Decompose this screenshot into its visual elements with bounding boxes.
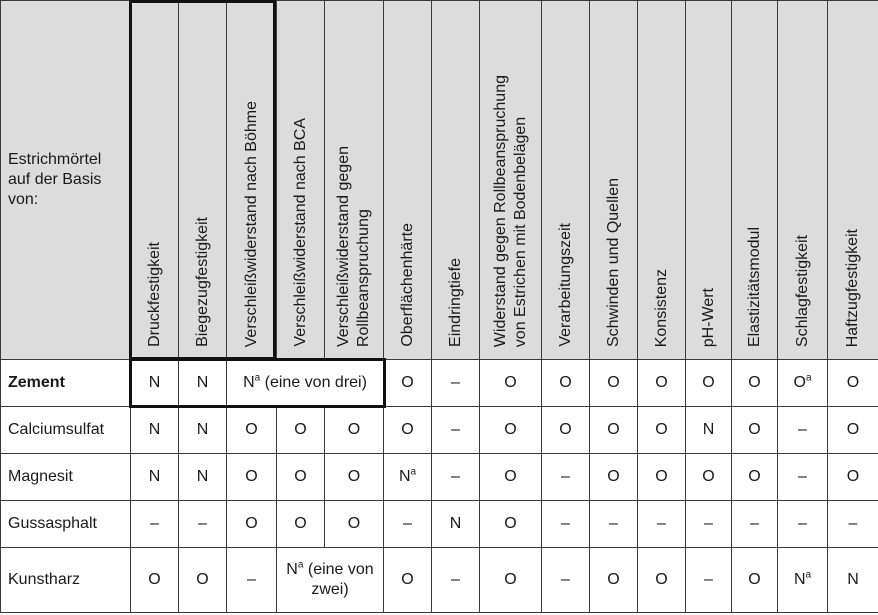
column-header-label: Oberflächenhärte xyxy=(398,223,416,347)
cell-value xyxy=(607,420,619,440)
cell-value xyxy=(243,373,367,393)
cell-text: N xyxy=(196,374,209,391)
table-cell xyxy=(686,407,732,454)
cell-text: O xyxy=(245,421,258,438)
cell-note: (eine von drei) xyxy=(260,374,367,391)
table-cell xyxy=(480,548,542,613)
table-cell xyxy=(384,407,432,454)
table-cell xyxy=(227,548,277,613)
table-cell xyxy=(131,501,179,548)
table-cell xyxy=(277,548,384,613)
cell-value xyxy=(401,570,413,590)
cell-text: – xyxy=(848,515,858,532)
table-cell xyxy=(590,454,638,501)
table-cell xyxy=(686,501,732,548)
cell-value xyxy=(245,420,257,440)
cell-value xyxy=(504,570,516,590)
cell-note: (eine von zwei) xyxy=(307,561,374,598)
table-cell xyxy=(277,501,325,548)
table-cell xyxy=(432,360,480,407)
table-row xyxy=(1,501,878,548)
cell-value xyxy=(655,570,667,590)
column-header xyxy=(277,1,325,360)
footnote-marker: a xyxy=(805,569,812,581)
table-cell xyxy=(732,360,778,407)
cell-text: O xyxy=(294,515,307,532)
table-cell xyxy=(179,407,227,454)
column-header xyxy=(732,1,778,360)
column-header xyxy=(828,1,878,360)
cell-text: – xyxy=(451,468,460,485)
cell-value xyxy=(798,514,807,534)
cell-text: O xyxy=(504,421,517,438)
header-row xyxy=(1,1,878,360)
table-row xyxy=(1,548,878,613)
row-label: Kunstharz xyxy=(1,548,131,613)
cell-text: N xyxy=(148,374,161,391)
table-cell xyxy=(778,407,828,454)
cell-value xyxy=(849,514,858,534)
cell-text: – xyxy=(451,571,460,588)
cell-text: O xyxy=(148,571,161,588)
table-cell xyxy=(828,501,878,548)
table-cell xyxy=(590,407,638,454)
table-cell xyxy=(227,360,384,407)
table-cell xyxy=(828,407,878,454)
cell-value xyxy=(702,373,714,393)
cell-text: O xyxy=(347,421,361,438)
cell-text: O xyxy=(401,421,414,438)
cell-value xyxy=(504,514,516,534)
cell-text: N xyxy=(148,421,161,438)
cell-value xyxy=(401,373,413,393)
column-header xyxy=(686,1,732,360)
column-header-label: Haftzugfestigkeit xyxy=(844,228,861,347)
cell-text: N xyxy=(702,421,715,438)
table-cell xyxy=(277,454,325,501)
cell-value xyxy=(794,570,811,590)
table-cell xyxy=(131,360,179,407)
cell-text: – xyxy=(561,515,570,532)
column-header xyxy=(131,1,179,360)
cell-text: O xyxy=(245,515,258,532)
cell-value xyxy=(504,467,516,487)
cell-text: – xyxy=(704,571,713,588)
row-label: Magnesit xyxy=(1,454,131,501)
cell-value xyxy=(294,514,306,534)
footnote-marker: a xyxy=(254,372,261,384)
cell-text: – xyxy=(451,374,460,391)
cell-value xyxy=(403,514,412,534)
cell-value xyxy=(451,420,460,440)
cell-text: O xyxy=(401,571,414,588)
table-cell xyxy=(732,407,778,454)
cell-text: O xyxy=(294,421,307,438)
cell-text: N xyxy=(398,468,411,485)
cell-text: – xyxy=(704,515,713,532)
cell-value xyxy=(607,373,619,393)
table-cell xyxy=(227,407,277,454)
cell-value xyxy=(247,570,256,590)
table-cell xyxy=(432,407,480,454)
row-label: Calciumsulfat xyxy=(1,407,131,454)
cell-text: O xyxy=(607,571,620,588)
table-cell xyxy=(179,360,227,407)
column-header xyxy=(384,1,432,360)
cell-text: – xyxy=(798,515,807,532)
cell-value xyxy=(149,373,161,393)
cell-value xyxy=(451,570,460,590)
cell-text: O xyxy=(504,468,517,485)
cell-text: O xyxy=(559,421,572,438)
row-label: Gussasphalt xyxy=(1,501,131,548)
cell-value xyxy=(451,467,460,487)
cell-text: – xyxy=(750,515,759,532)
column-header-label: pH-Wert xyxy=(699,287,717,347)
table-cell xyxy=(686,454,732,501)
cell-text: – xyxy=(198,515,207,532)
cell-text: O xyxy=(655,374,668,391)
table-cell xyxy=(542,454,590,501)
cell-value xyxy=(798,420,807,440)
cell-value xyxy=(150,514,159,534)
column-header-label: Verschleißwiderstand gegen Rollbeanspruchung xyxy=(335,145,372,347)
table-cell xyxy=(480,360,542,407)
cell-text: N xyxy=(196,468,209,485)
table-cell xyxy=(638,454,686,501)
cell-value xyxy=(286,560,373,600)
table-cell xyxy=(432,454,480,501)
column-header xyxy=(778,1,828,360)
cell-text: O xyxy=(748,421,761,438)
cell-text: O xyxy=(655,571,668,588)
cell-value xyxy=(657,514,666,534)
cell-value xyxy=(748,467,760,487)
cell-text: N xyxy=(243,374,255,391)
cell-text: O xyxy=(846,374,860,391)
cell-value xyxy=(607,467,619,487)
footnote-marker: a xyxy=(410,466,417,478)
cell-value xyxy=(348,467,360,487)
cell-text: O xyxy=(504,374,517,391)
table-cell xyxy=(325,454,384,501)
cell-value xyxy=(294,467,306,487)
table-cell xyxy=(638,360,686,407)
footnote-marker: a xyxy=(805,372,812,384)
table-cell xyxy=(384,360,432,407)
table-cell xyxy=(325,407,384,454)
column-header xyxy=(638,1,686,360)
table-cell xyxy=(732,548,778,613)
cell-text: – xyxy=(609,515,618,532)
cell-text: O xyxy=(846,468,860,485)
cell-value xyxy=(798,467,807,487)
cell-text: N xyxy=(148,468,161,485)
cell-value xyxy=(399,467,416,487)
cell-value xyxy=(847,467,859,487)
cell-value xyxy=(702,467,714,487)
cell-value xyxy=(750,514,759,534)
cell-value xyxy=(559,373,571,393)
table-cell xyxy=(480,407,542,454)
table-cell xyxy=(542,360,590,407)
column-header-label: Biegezugfestigkeit xyxy=(193,217,211,347)
cell-text: O xyxy=(748,571,761,588)
column-header-label: Schwinden und Quellen xyxy=(604,177,622,347)
cell-value xyxy=(197,467,209,487)
cell-value xyxy=(245,514,257,534)
cell-text: O xyxy=(846,421,860,438)
cell-text: O xyxy=(793,374,806,391)
table-cell xyxy=(179,501,227,548)
table-cell xyxy=(179,454,227,501)
cell-value xyxy=(561,467,570,487)
cell-value xyxy=(655,467,667,487)
cell-value xyxy=(561,570,570,590)
cell-value xyxy=(607,570,619,590)
table-cell xyxy=(778,548,828,613)
table-cell xyxy=(432,548,480,613)
cell-text: O xyxy=(559,374,572,391)
table-cell xyxy=(732,501,778,548)
cell-text: O xyxy=(196,571,209,588)
cell-text: O xyxy=(401,374,414,391)
cell-text: – xyxy=(798,421,807,438)
cell-text: – xyxy=(561,468,570,485)
column-header-label: Konsistenz xyxy=(652,268,670,347)
cell-value xyxy=(748,420,760,440)
table-cell xyxy=(542,548,590,613)
cell-value xyxy=(655,420,667,440)
cell-value xyxy=(294,420,306,440)
cell-text: – xyxy=(403,515,412,532)
cell-text: O xyxy=(607,374,620,391)
table-row xyxy=(1,360,878,407)
cell-value xyxy=(704,514,713,534)
cell-value xyxy=(450,514,462,534)
cell-value xyxy=(148,570,160,590)
column-header-label: Widerstand gegen Rollbeanspruchung von Estrichen mit Bodenbelägen xyxy=(491,74,529,347)
column-header-label: Eindringtiefe xyxy=(446,258,464,347)
column-header-label: Elastizitätsmodul xyxy=(745,226,763,347)
cell-value xyxy=(847,373,859,393)
table-cell xyxy=(732,454,778,501)
cell-text: O xyxy=(347,468,361,485)
cell-text: N xyxy=(847,571,859,588)
table-cell xyxy=(778,454,828,501)
cell-value xyxy=(451,373,460,393)
column-header xyxy=(179,1,227,360)
column-header xyxy=(432,1,480,360)
cell-value xyxy=(655,373,667,393)
cell-value xyxy=(197,420,209,440)
cell-value xyxy=(401,420,413,440)
cell-value xyxy=(609,514,618,534)
cell-value xyxy=(847,570,859,590)
cell-text: O xyxy=(607,421,620,438)
table-cell xyxy=(638,407,686,454)
table-cell xyxy=(778,360,828,407)
column-header-label: Druckfestigkeit xyxy=(145,242,163,347)
table-row xyxy=(1,407,878,454)
cell-text: N xyxy=(793,571,806,588)
column-header xyxy=(542,1,590,360)
cell-text: O xyxy=(748,468,761,485)
table-cell xyxy=(590,548,638,613)
cell-value xyxy=(559,420,571,440)
cell-value xyxy=(704,570,713,590)
row-label: Zement xyxy=(1,360,131,407)
cell-text: – xyxy=(451,421,460,438)
table-cell xyxy=(638,548,686,613)
cell-value xyxy=(504,373,516,393)
column-header xyxy=(325,1,384,360)
cell-text: O xyxy=(655,421,668,438)
cell-text: O xyxy=(294,468,307,485)
table-cell xyxy=(131,407,179,454)
cell-text: O xyxy=(607,468,620,485)
cell-text: N xyxy=(196,421,209,438)
table-cell xyxy=(828,548,878,613)
column-header xyxy=(590,1,638,360)
cell-text: – xyxy=(150,515,159,532)
column-header xyxy=(480,1,542,360)
cell-text: N xyxy=(449,515,462,532)
table-cell xyxy=(778,501,828,548)
cell-value xyxy=(748,570,760,590)
cell-text: – xyxy=(561,571,570,588)
table-cell xyxy=(590,501,638,548)
cell-text: N xyxy=(286,561,298,578)
cell-text: – xyxy=(798,468,807,485)
table-cell xyxy=(131,548,179,613)
column-header xyxy=(227,1,277,360)
cell-text: O xyxy=(347,515,361,532)
cell-value xyxy=(198,514,207,534)
table-cell xyxy=(384,454,432,501)
cell-value xyxy=(149,467,161,487)
table-cell xyxy=(828,454,878,501)
cell-text: – xyxy=(657,515,666,532)
column-header-label: Schlagfestigkeit xyxy=(793,234,811,347)
cell-text: O xyxy=(504,515,517,532)
table-cell xyxy=(828,360,878,407)
cell-text: O xyxy=(748,374,761,391)
cell-text: O xyxy=(702,468,715,485)
table-cell xyxy=(542,501,590,548)
cell-value xyxy=(504,420,516,440)
table-cell xyxy=(277,407,325,454)
cell-value xyxy=(793,373,811,393)
cell-value xyxy=(348,420,360,440)
table-cell xyxy=(227,501,277,548)
table-cell xyxy=(227,454,277,501)
table-cell xyxy=(590,360,638,407)
footnote-marker: a xyxy=(297,559,304,571)
table-cell xyxy=(686,360,732,407)
cell-value xyxy=(245,467,257,487)
cell-value xyxy=(197,373,209,393)
cell-text: – xyxy=(247,571,256,588)
table-cell xyxy=(384,548,432,613)
cell-value xyxy=(149,420,161,440)
table-row xyxy=(1,454,878,501)
table-cell xyxy=(325,501,384,548)
table-cell xyxy=(480,454,542,501)
cell-value xyxy=(703,420,715,440)
table-cell xyxy=(179,548,227,613)
column-header-label: Verschleißwiderstand nach Böhme xyxy=(242,100,260,347)
table-cell xyxy=(480,501,542,548)
table-cell xyxy=(638,501,686,548)
table-cell xyxy=(131,454,179,501)
cell-value xyxy=(847,420,859,440)
column-header-label: Verschleißwiderstand nach BCA xyxy=(291,118,309,347)
cell-value xyxy=(196,570,208,590)
cell-value xyxy=(748,373,760,393)
cell-value xyxy=(561,514,570,534)
table-cell xyxy=(686,548,732,613)
cell-text: O xyxy=(702,374,715,391)
table-cell xyxy=(432,501,480,548)
table-cell xyxy=(384,501,432,548)
corner-header xyxy=(1,1,131,360)
table-cell xyxy=(542,407,590,454)
cell-value xyxy=(348,514,360,534)
corner-label: Estrichmörtel auf der Basis von: xyxy=(8,151,102,208)
column-header-label: Verarbeitungszeit xyxy=(556,223,574,347)
cell-text: O xyxy=(504,571,517,588)
cell-text: O xyxy=(245,468,258,485)
cell-text: O xyxy=(655,468,668,485)
